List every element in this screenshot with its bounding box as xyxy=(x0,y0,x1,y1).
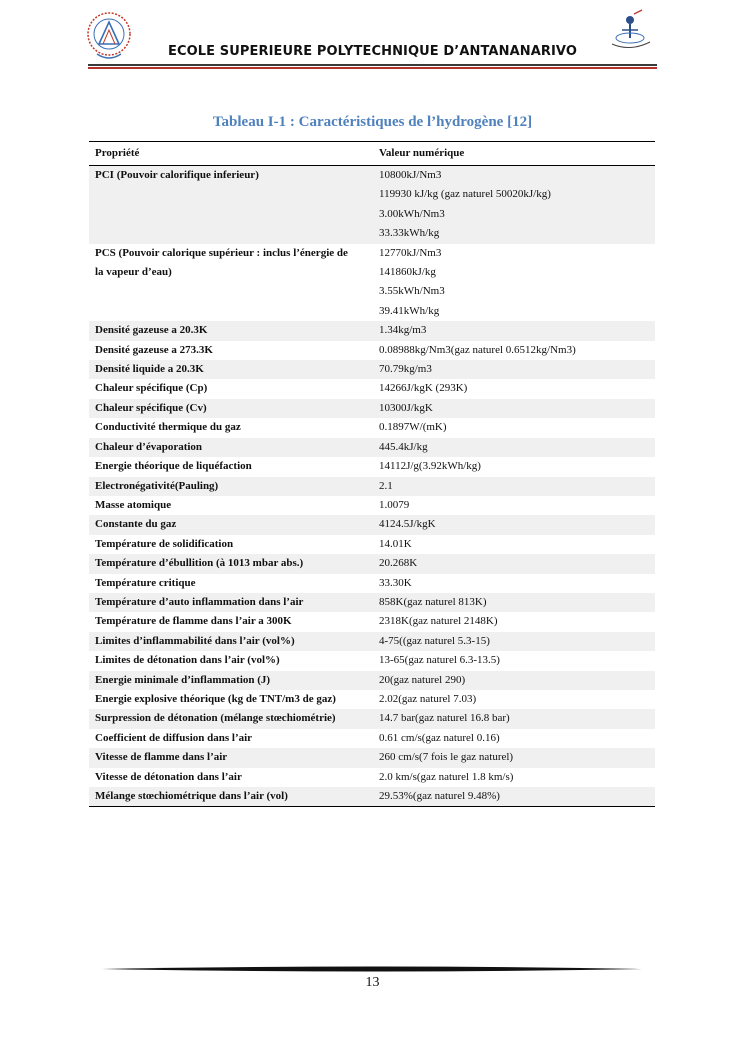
table-row xyxy=(89,729,655,748)
table-caption: Tableau I-1 : Caractéristiques de l’hydrogène [12] xyxy=(212,114,533,130)
property-cell: Coefficient de diffusion dans l’air xyxy=(95,731,253,744)
value-cell: 3.55kWh/Nm3 xyxy=(379,285,445,298)
value-cell: 20.268K xyxy=(373,554,655,573)
property-cell: Limites de détonation dans l’air (vol%) xyxy=(95,654,280,667)
value-cell: 13-65(gaz naturel 6.3-13.5) xyxy=(379,654,500,667)
table-row xyxy=(89,379,655,398)
header-rule xyxy=(88,64,657,66)
value-cell: 14266J/kgK (293K) xyxy=(379,382,468,395)
page-number: 13 xyxy=(365,975,380,990)
footer-divider xyxy=(102,966,642,972)
value-cell: 12770kJ/Nm3 xyxy=(379,246,442,259)
table-row xyxy=(89,477,655,496)
table-row xyxy=(89,574,655,593)
value-cell: 141860kJ/kg xyxy=(379,266,436,279)
hydrogen-properties-table xyxy=(89,141,655,807)
value-cell: 3.00kWh/Nm3 xyxy=(373,205,655,224)
property-cell: Vitesse de détonation dans l’air xyxy=(95,770,242,783)
table-row xyxy=(89,515,655,534)
value-cell: 14112J/g(3.92kWh/kg) xyxy=(379,460,481,473)
table-row xyxy=(89,632,655,651)
property-cell xyxy=(89,282,373,301)
property-cell: Masse atomique xyxy=(95,498,172,511)
property-cell: Densité gazeuse a 273.3K xyxy=(95,343,213,356)
value-cell: 0.61 cm/s(gaz naturel 0.16) xyxy=(379,731,500,744)
table-row xyxy=(89,418,655,437)
table-row xyxy=(89,321,655,340)
value-cell: 2.1 xyxy=(373,477,655,496)
property-cell: Energie explosive théorique (kg de TNT/m3 de gaz) xyxy=(95,692,336,705)
property-cell: Surpression de détonation (mélange stœchiométrie) xyxy=(89,709,373,728)
value-cell: 14.01K xyxy=(379,537,412,550)
table-row xyxy=(89,302,655,321)
value-cell: 39.41kWh/kg xyxy=(379,304,440,317)
table-row xyxy=(89,690,655,709)
value-cell: 20(gaz naturel 290) xyxy=(373,671,655,690)
property-cell: Densité liquide a 20.3K xyxy=(89,360,373,379)
property-cell: Température d’auto inflammation dans l’air xyxy=(89,593,373,612)
table-row xyxy=(89,399,655,418)
value-cell: 2318K(gaz naturel 2148K) xyxy=(379,615,498,628)
property-cell: Température critique xyxy=(95,576,196,589)
header-accent-rule xyxy=(88,67,657,69)
table-row xyxy=(89,535,655,554)
property-cell: Energie minimale d’inflammation (J) xyxy=(89,671,373,690)
table-row xyxy=(89,282,655,301)
table-row xyxy=(89,612,655,631)
value-cell: 260 cm/s(7 fois le gaz naturel) xyxy=(373,748,655,767)
property-cell: Densité gazeuse a 20.3K xyxy=(89,321,373,340)
value-cell: 14.7 bar(gaz naturel 16.8 bar) xyxy=(373,709,655,728)
table-row xyxy=(89,166,655,186)
table-row xyxy=(89,438,655,457)
table-row xyxy=(89,341,655,360)
property-cell: Limites d’inflammabilité dans l’air (vol%) xyxy=(89,632,373,651)
value-cell: 33.33kWh/kg xyxy=(373,224,655,243)
property-cell: Température de solidification xyxy=(95,537,234,550)
value-cell: 33.30K xyxy=(379,576,412,589)
property-cell: Chaleur d’évaporation xyxy=(89,438,373,457)
property-cell: Electronégativité(Pauling) xyxy=(89,477,373,496)
value-cell: 858K(gaz naturel 813K) xyxy=(373,593,655,612)
value-cell: 4124.5J/kgK xyxy=(373,515,655,534)
property-cell: Chaleur spécifique (Cv) xyxy=(89,399,373,418)
property-cell: Vitesse de flamme dans l’air xyxy=(89,748,373,767)
property-cell: Energie théorique de liquéfaction xyxy=(95,460,252,473)
value-cell: 10300J/kgK xyxy=(373,399,655,418)
value-cell: 1.34kg/m3 xyxy=(373,321,655,340)
value-cell: 29.53%(gaz naturel 9.48%) xyxy=(373,787,655,807)
table-row xyxy=(89,709,655,728)
property-cell: PCI (Pouvoir calorifique inferieur) xyxy=(89,166,373,244)
value-cell: 2.02(gaz naturel 7.03) xyxy=(379,692,477,705)
property-cell: Constante du gaz xyxy=(89,515,373,534)
value-cell: 445.4kJ/kg xyxy=(373,438,655,457)
value-cell: 119930 kJ/kg (gaz naturel 50020kJ/kg) xyxy=(373,185,655,204)
table-row xyxy=(89,496,655,515)
property-cell: Température de flamme dans l’air a 300K xyxy=(95,615,292,628)
column-header-value: Valeur numérique xyxy=(373,142,655,166)
property-cell xyxy=(89,302,373,321)
property-cell: PCS (Pouvoir calorique supérieur : inclus l’énergie de xyxy=(95,246,348,259)
table-row xyxy=(89,263,655,282)
property-cell: Conductivité thermique du gaz xyxy=(95,421,241,434)
property-cell: Température d’ébullition (à 1013 mbar abs.) xyxy=(89,554,373,573)
property-cell: Chaleur spécifique (Cp) xyxy=(95,382,208,395)
table-row xyxy=(89,671,655,690)
table-row xyxy=(89,554,655,573)
property-cell: la vapeur d’eau) xyxy=(95,266,172,279)
value-cell: 10800kJ/Nm3 xyxy=(373,166,655,186)
property-cell: Mélange stœchiométrique dans l’air (vol) xyxy=(89,787,373,807)
table-header-row xyxy=(89,142,655,166)
table-row xyxy=(89,651,655,670)
table-row xyxy=(89,360,655,379)
school-name: ECOLE SUPERIEURE POLYTECHNIQUE D’ANTANANARIVO xyxy=(167,44,578,59)
table-row xyxy=(89,768,655,787)
value-cell: 1.0079 xyxy=(379,498,410,511)
value-cell: 70.79kg/m3 xyxy=(373,360,655,379)
table-row xyxy=(89,457,655,476)
value-cell: 2.0 km/s(gaz naturel 1.8 km/s) xyxy=(379,770,514,783)
table-row xyxy=(89,244,655,263)
value-cell: 0.1897W/(mK) xyxy=(379,421,447,434)
value-cell: 0.08988kg/Nm3(gaz naturel 0.6512kg/Nm3) xyxy=(379,343,576,356)
value-cell: 4-75((gaz naturel 5.3-15) xyxy=(373,632,655,651)
table-row xyxy=(89,748,655,767)
table-row xyxy=(89,593,655,612)
table-row xyxy=(89,787,655,807)
column-header-property: Propriété xyxy=(89,142,373,166)
page-header xyxy=(0,0,745,75)
